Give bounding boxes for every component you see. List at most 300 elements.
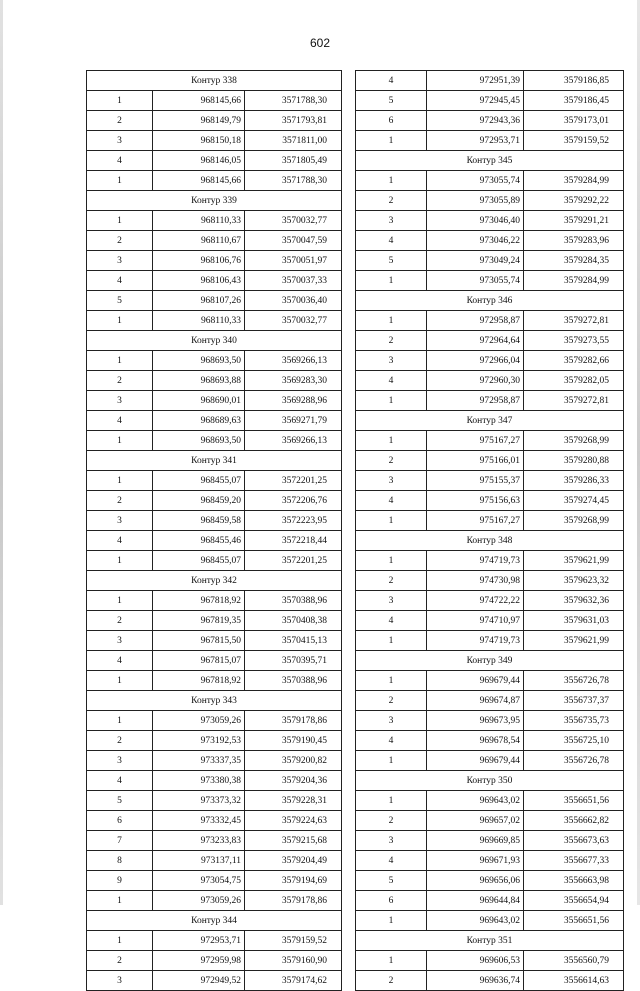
point-number: 2 (356, 331, 427, 351)
coordinate-row (87, 751, 342, 771)
point-number: 1 (356, 911, 427, 931)
y-coordinate: 3556560,79 (524, 951, 624, 971)
coordinate-row (87, 971, 342, 991)
point-number: 1 (87, 211, 153, 231)
coordinate-row (356, 211, 624, 231)
x-coordinate: 973373,32 (153, 791, 245, 811)
x-coordinate: 974710,97 (427, 611, 524, 631)
y-coordinate: 3579292,22 (524, 191, 624, 211)
x-coordinate: 973046,22 (427, 231, 524, 251)
x-coordinate: 969643,02 (427, 911, 524, 931)
y-coordinate: 3579283,96 (524, 231, 624, 251)
y-coordinate: 3570032,77 (245, 211, 342, 231)
coordinate-row (87, 651, 342, 671)
coordinate-row (87, 611, 342, 631)
point-number: 3 (356, 351, 427, 371)
contour-header-row (356, 151, 624, 171)
coordinate-row (87, 831, 342, 851)
x-coordinate: 967815,07 (153, 651, 245, 671)
coordinate-row (356, 571, 624, 591)
x-coordinate: 968110,33 (153, 211, 245, 231)
y-coordinate: 3569266,13 (245, 431, 342, 451)
x-coordinate: 973046,40 (427, 211, 524, 231)
point-number: 2 (356, 191, 427, 211)
x-coordinate: 969678,54 (427, 731, 524, 751)
y-coordinate: 3579190,45 (245, 731, 342, 751)
y-coordinate: 3556663,98 (524, 871, 624, 891)
coordinate-row (356, 871, 624, 891)
coordinate-row (356, 331, 624, 351)
x-coordinate: 968459,58 (153, 511, 245, 531)
contour-title: Контур 347 (356, 411, 624, 431)
y-coordinate: 3571788,30 (245, 171, 342, 191)
x-coordinate: 969656,06 (427, 871, 524, 891)
point-number: 4 (87, 771, 153, 791)
x-coordinate: 967818,92 (153, 591, 245, 611)
point-number: 5 (87, 791, 153, 811)
point-number: 1 (87, 431, 153, 451)
x-coordinate: 974722,22 (427, 591, 524, 611)
coordinate-row (87, 731, 342, 751)
x-coordinate: 969643,02 (427, 791, 524, 811)
y-coordinate: 3556725,10 (524, 731, 624, 751)
coordinate-row (356, 611, 624, 631)
x-coordinate: 972960,30 (427, 371, 524, 391)
coordinate-row (87, 711, 342, 731)
point-number: 2 (87, 491, 153, 511)
point-number: 7 (87, 831, 153, 851)
point-number: 4 (356, 491, 427, 511)
point-number: 5 (356, 871, 427, 891)
coordinate-row (87, 671, 342, 691)
coordinate-row (356, 91, 624, 111)
x-coordinate: 975155,37 (427, 471, 524, 491)
coordinate-row (87, 111, 342, 131)
contour-title: Контур 348 (356, 531, 624, 551)
point-number: 1 (87, 91, 153, 111)
coordinate-row (356, 851, 624, 871)
contour-header-row (87, 451, 342, 471)
point-number: 1 (356, 751, 427, 771)
scan-edge-left (0, 0, 3, 905)
point-number: 1 (87, 591, 153, 611)
contour-title: Контур 350 (356, 771, 624, 791)
coordinate-row (87, 151, 342, 171)
point-number: 1 (87, 891, 153, 911)
point-number: 6 (356, 891, 427, 911)
y-coordinate: 3556726,78 (524, 671, 624, 691)
coordinate-row (356, 191, 624, 211)
coordinate-row (356, 731, 624, 751)
y-coordinate: 3556651,56 (524, 911, 624, 931)
page-number: 602 (309, 36, 331, 50)
coordinate-row (356, 891, 624, 911)
point-number: 3 (356, 471, 427, 491)
contour-title: Контур 339 (87, 191, 342, 211)
y-coordinate: 3579284,35 (524, 251, 624, 271)
point-number: 3 (356, 711, 427, 731)
y-coordinate: 3571805,49 (245, 151, 342, 171)
y-coordinate: 3570036,40 (245, 291, 342, 311)
point-number: 1 (87, 311, 153, 331)
y-coordinate: 3579280,88 (524, 451, 624, 471)
y-coordinate: 3570047,59 (245, 231, 342, 251)
coordinate-row (87, 511, 342, 531)
y-coordinate: 3579268,99 (524, 431, 624, 451)
coordinate-row (87, 891, 342, 911)
coordinate-row (356, 171, 624, 191)
y-coordinate: 3570032,77 (245, 311, 342, 331)
coordinate-row (356, 271, 624, 291)
point-number: 4 (356, 611, 427, 631)
point-number: 4 (356, 71, 427, 91)
x-coordinate: 967815,50 (153, 631, 245, 651)
coordinate-row (356, 791, 624, 811)
y-coordinate: 3570051,97 (245, 251, 342, 271)
y-coordinate: 3571788,30 (245, 91, 342, 111)
y-coordinate: 3579268,99 (524, 511, 624, 531)
y-coordinate: 3579282,05 (524, 371, 624, 391)
y-coordinate: 3579159,52 (245, 931, 342, 951)
point-number: 1 (87, 671, 153, 691)
coordinate-row (87, 311, 342, 331)
coordinate-row (87, 431, 342, 451)
x-coordinate: 968106,76 (153, 251, 245, 271)
coordinate-row (356, 231, 624, 251)
y-coordinate: 3579621,99 (524, 631, 624, 651)
y-coordinate: 3556662,82 (524, 811, 624, 831)
contour-title: Контур 343 (87, 691, 342, 711)
x-coordinate: 969674,87 (427, 691, 524, 711)
point-number: 5 (356, 91, 427, 111)
y-coordinate: 3570388,96 (245, 671, 342, 691)
y-coordinate: 3556735,73 (524, 711, 624, 731)
x-coordinate: 968689,63 (153, 411, 245, 431)
y-coordinate: 3571793,81 (245, 111, 342, 131)
point-number: 2 (356, 571, 427, 591)
y-coordinate: 3579178,86 (245, 711, 342, 731)
x-coordinate: 968107,26 (153, 291, 245, 311)
point-number: 1 (87, 711, 153, 731)
point-number: 1 (356, 671, 427, 691)
point-number: 5 (87, 291, 153, 311)
point-number: 3 (356, 211, 427, 231)
point-number: 6 (87, 811, 153, 831)
coordinate-row (87, 811, 342, 831)
point-number: 1 (87, 931, 153, 951)
x-coordinate: 975167,27 (427, 511, 524, 531)
y-coordinate: 3570388,96 (245, 591, 342, 611)
x-coordinate: 969657,02 (427, 811, 524, 831)
coordinate-row (356, 111, 624, 131)
y-coordinate: 3579272,81 (524, 391, 624, 411)
x-coordinate: 975166,01 (427, 451, 524, 471)
contour-title: Контур 345 (356, 151, 624, 171)
contour-header-row (87, 911, 342, 931)
contour-header-row (356, 411, 624, 431)
point-number: 4 (356, 851, 427, 871)
coordinate-row (87, 771, 342, 791)
x-coordinate: 969644,84 (427, 891, 524, 911)
contour-title: Контур 338 (87, 71, 342, 91)
y-coordinate: 3556677,33 (524, 851, 624, 871)
point-number: 3 (356, 831, 427, 851)
point-number: 2 (87, 731, 153, 751)
y-coordinate: 3570037,33 (245, 271, 342, 291)
y-coordinate: 3579200,82 (245, 751, 342, 771)
x-coordinate: 968455,07 (153, 551, 245, 571)
x-coordinate: 968146,05 (153, 151, 245, 171)
point-number: 8 (87, 851, 153, 871)
point-number: 4 (87, 271, 153, 291)
x-coordinate: 968690,01 (153, 391, 245, 411)
coordinate-row (87, 171, 342, 191)
x-coordinate: 972943,36 (427, 111, 524, 131)
coordinate-row (356, 511, 624, 531)
y-coordinate: 3579286,33 (524, 471, 624, 491)
x-coordinate: 973055,74 (427, 271, 524, 291)
coordinate-table-right (355, 70, 624, 991)
x-coordinate: 973055,89 (427, 191, 524, 211)
point-number: 1 (356, 791, 427, 811)
point-number: 1 (356, 311, 427, 331)
point-number: 1 (356, 551, 427, 571)
coordinate-row (356, 751, 624, 771)
coordinate-row (356, 451, 624, 471)
y-coordinate: 3579159,52 (524, 131, 624, 151)
y-coordinate: 3579204,36 (245, 771, 342, 791)
y-coordinate: 3579228,31 (245, 791, 342, 811)
x-coordinate: 973192,53 (153, 731, 245, 751)
contour-header-row (356, 931, 624, 951)
point-number: 9 (87, 871, 153, 891)
x-coordinate: 968145,66 (153, 91, 245, 111)
point-number: 1 (356, 271, 427, 291)
x-coordinate: 968110,67 (153, 231, 245, 251)
coordinate-row (356, 351, 624, 371)
coordinate-row (87, 131, 342, 151)
point-number: 2 (356, 811, 427, 831)
contour-header-row (356, 291, 624, 311)
contour-header-row (356, 771, 624, 791)
point-number: 2 (87, 111, 153, 131)
point-number: 2 (87, 951, 153, 971)
point-number: 1 (356, 171, 427, 191)
x-coordinate: 973337,35 (153, 751, 245, 771)
y-coordinate: 3572223,95 (245, 511, 342, 531)
point-number: 6 (356, 111, 427, 131)
point-number: 4 (356, 731, 427, 751)
y-coordinate: 3556726,78 (524, 751, 624, 771)
point-number: 3 (87, 751, 153, 771)
point-number: 2 (356, 691, 427, 711)
contour-header-row (356, 651, 624, 671)
y-coordinate: 3579186,85 (524, 71, 624, 91)
x-coordinate: 973380,38 (153, 771, 245, 791)
y-coordinate: 3569271,79 (245, 411, 342, 431)
point-number: 4 (87, 151, 153, 171)
x-coordinate: 968106,43 (153, 271, 245, 291)
contour-header-row (87, 191, 342, 211)
coordinate-row (87, 951, 342, 971)
coordinate-row (87, 491, 342, 511)
coordinate-row (356, 631, 624, 651)
y-coordinate: 3579224,63 (245, 811, 342, 831)
coordinate-row (356, 431, 624, 451)
point-number: 1 (87, 171, 153, 191)
point-number: 3 (87, 511, 153, 531)
y-coordinate: 3571811,00 (245, 131, 342, 151)
coordinate-row (87, 871, 342, 891)
x-coordinate: 972953,71 (153, 931, 245, 951)
coordinate-row (356, 551, 624, 571)
x-coordinate: 972945,45 (427, 91, 524, 111)
coordinate-row (87, 631, 342, 651)
x-coordinate: 973049,24 (427, 251, 524, 271)
point-number: 3 (87, 391, 153, 411)
point-number: 1 (356, 391, 427, 411)
x-coordinate: 973055,74 (427, 171, 524, 191)
x-coordinate: 972953,71 (427, 131, 524, 151)
x-coordinate: 973233,83 (153, 831, 245, 851)
x-coordinate: 969636,74 (427, 971, 524, 991)
coordinate-row (87, 851, 342, 871)
y-coordinate: 3579204,49 (245, 851, 342, 871)
x-coordinate: 972966,04 (427, 351, 524, 371)
point-number: 3 (87, 251, 153, 271)
y-coordinate: 3570395,71 (245, 651, 342, 671)
point-number: 1 (356, 631, 427, 651)
coordinate-row (356, 971, 624, 991)
y-coordinate: 3556673,63 (524, 831, 624, 851)
y-coordinate: 3579274,45 (524, 491, 624, 511)
x-coordinate: 972964,64 (427, 331, 524, 351)
y-coordinate: 3569266,13 (245, 351, 342, 371)
coordinate-row (87, 211, 342, 231)
y-coordinate: 3579291,21 (524, 211, 624, 231)
y-coordinate: 3579621,99 (524, 551, 624, 571)
x-coordinate: 968149,79 (153, 111, 245, 131)
y-coordinate: 3556737,37 (524, 691, 624, 711)
y-coordinate: 3556614,63 (524, 971, 624, 991)
contour-header-row (87, 331, 342, 351)
x-coordinate: 972958,87 (427, 311, 524, 331)
y-coordinate: 3556654,94 (524, 891, 624, 911)
x-coordinate: 974730,98 (427, 571, 524, 591)
x-coordinate: 969671,93 (427, 851, 524, 871)
y-coordinate: 3579178,86 (245, 891, 342, 911)
x-coordinate: 972951,39 (427, 71, 524, 91)
x-coordinate: 968150,18 (153, 131, 245, 151)
contour-title: Контур 351 (356, 931, 624, 951)
point-number: 3 (87, 971, 153, 991)
point-number: 4 (356, 231, 427, 251)
y-coordinate: 3579174,62 (245, 971, 342, 991)
coordinate-row (87, 411, 342, 431)
x-coordinate: 968110,33 (153, 311, 245, 331)
contour-title: Контур 349 (356, 651, 624, 671)
coordinate-row (356, 391, 624, 411)
point-number: 1 (356, 131, 427, 151)
y-coordinate: 3579173,01 (524, 111, 624, 131)
x-coordinate: 972949,52 (153, 971, 245, 991)
y-coordinate: 3579631,03 (524, 611, 624, 631)
x-coordinate: 973332,45 (153, 811, 245, 831)
coordinate-row (356, 911, 624, 931)
coordinate-row (356, 831, 624, 851)
y-coordinate: 3579282,66 (524, 351, 624, 371)
y-coordinate: 3579623,32 (524, 571, 624, 591)
contour-title: Контур 344 (87, 911, 342, 931)
point-number: 1 (356, 511, 427, 531)
coordinate-row (356, 711, 624, 731)
y-coordinate: 3579186,45 (524, 91, 624, 111)
x-coordinate: 972959,98 (153, 951, 245, 971)
point-number: 3 (356, 591, 427, 611)
x-coordinate: 973059,26 (153, 891, 245, 911)
y-coordinate: 3570408,38 (245, 611, 342, 631)
coordinate-row (87, 91, 342, 111)
coordinate-row (87, 531, 342, 551)
point-number: 2 (356, 451, 427, 471)
point-number: 1 (87, 351, 153, 371)
coordinate-row (87, 351, 342, 371)
x-coordinate: 975156,63 (427, 491, 524, 511)
point-number: 1 (356, 951, 427, 971)
y-coordinate: 3572218,44 (245, 531, 342, 551)
y-coordinate: 3579632,36 (524, 591, 624, 611)
point-number: 3 (87, 131, 153, 151)
x-coordinate: 968455,46 (153, 531, 245, 551)
point-number: 1 (87, 551, 153, 571)
y-coordinate: 3579284,99 (524, 171, 624, 191)
coordinate-row (356, 471, 624, 491)
x-coordinate: 968693,50 (153, 351, 245, 371)
coordinate-row (87, 271, 342, 291)
coordinate-row (87, 391, 342, 411)
coordinate-row (356, 691, 624, 711)
y-coordinate: 3569288,96 (245, 391, 342, 411)
x-coordinate: 974719,73 (427, 631, 524, 651)
contour-header-row (87, 691, 342, 711)
coordinate-row (87, 791, 342, 811)
x-coordinate: 968693,50 (153, 431, 245, 451)
y-coordinate: 3579160,90 (245, 951, 342, 971)
x-coordinate: 968455,07 (153, 471, 245, 491)
coordinate-row (87, 371, 342, 391)
point-number: 2 (356, 971, 427, 991)
x-coordinate: 973059,26 (153, 711, 245, 731)
y-coordinate: 3579284,99 (524, 271, 624, 291)
y-coordinate: 3570415,13 (245, 631, 342, 651)
contour-header-row (87, 571, 342, 591)
y-coordinate: 3572201,25 (245, 471, 342, 491)
coordinate-row (356, 591, 624, 611)
point-number: 4 (87, 651, 153, 671)
x-coordinate: 968145,66 (153, 171, 245, 191)
coordinate-row (87, 591, 342, 611)
y-coordinate: 3579273,55 (524, 331, 624, 351)
x-coordinate: 973137,11 (153, 851, 245, 871)
contour-title: Контур 346 (356, 291, 624, 311)
x-coordinate: 968459,20 (153, 491, 245, 511)
point-number: 1 (87, 471, 153, 491)
coordinate-row (356, 311, 624, 331)
coordinate-row (356, 671, 624, 691)
coordinate-row (87, 231, 342, 251)
x-coordinate: 969673,95 (427, 711, 524, 731)
coordinate-row (356, 811, 624, 831)
